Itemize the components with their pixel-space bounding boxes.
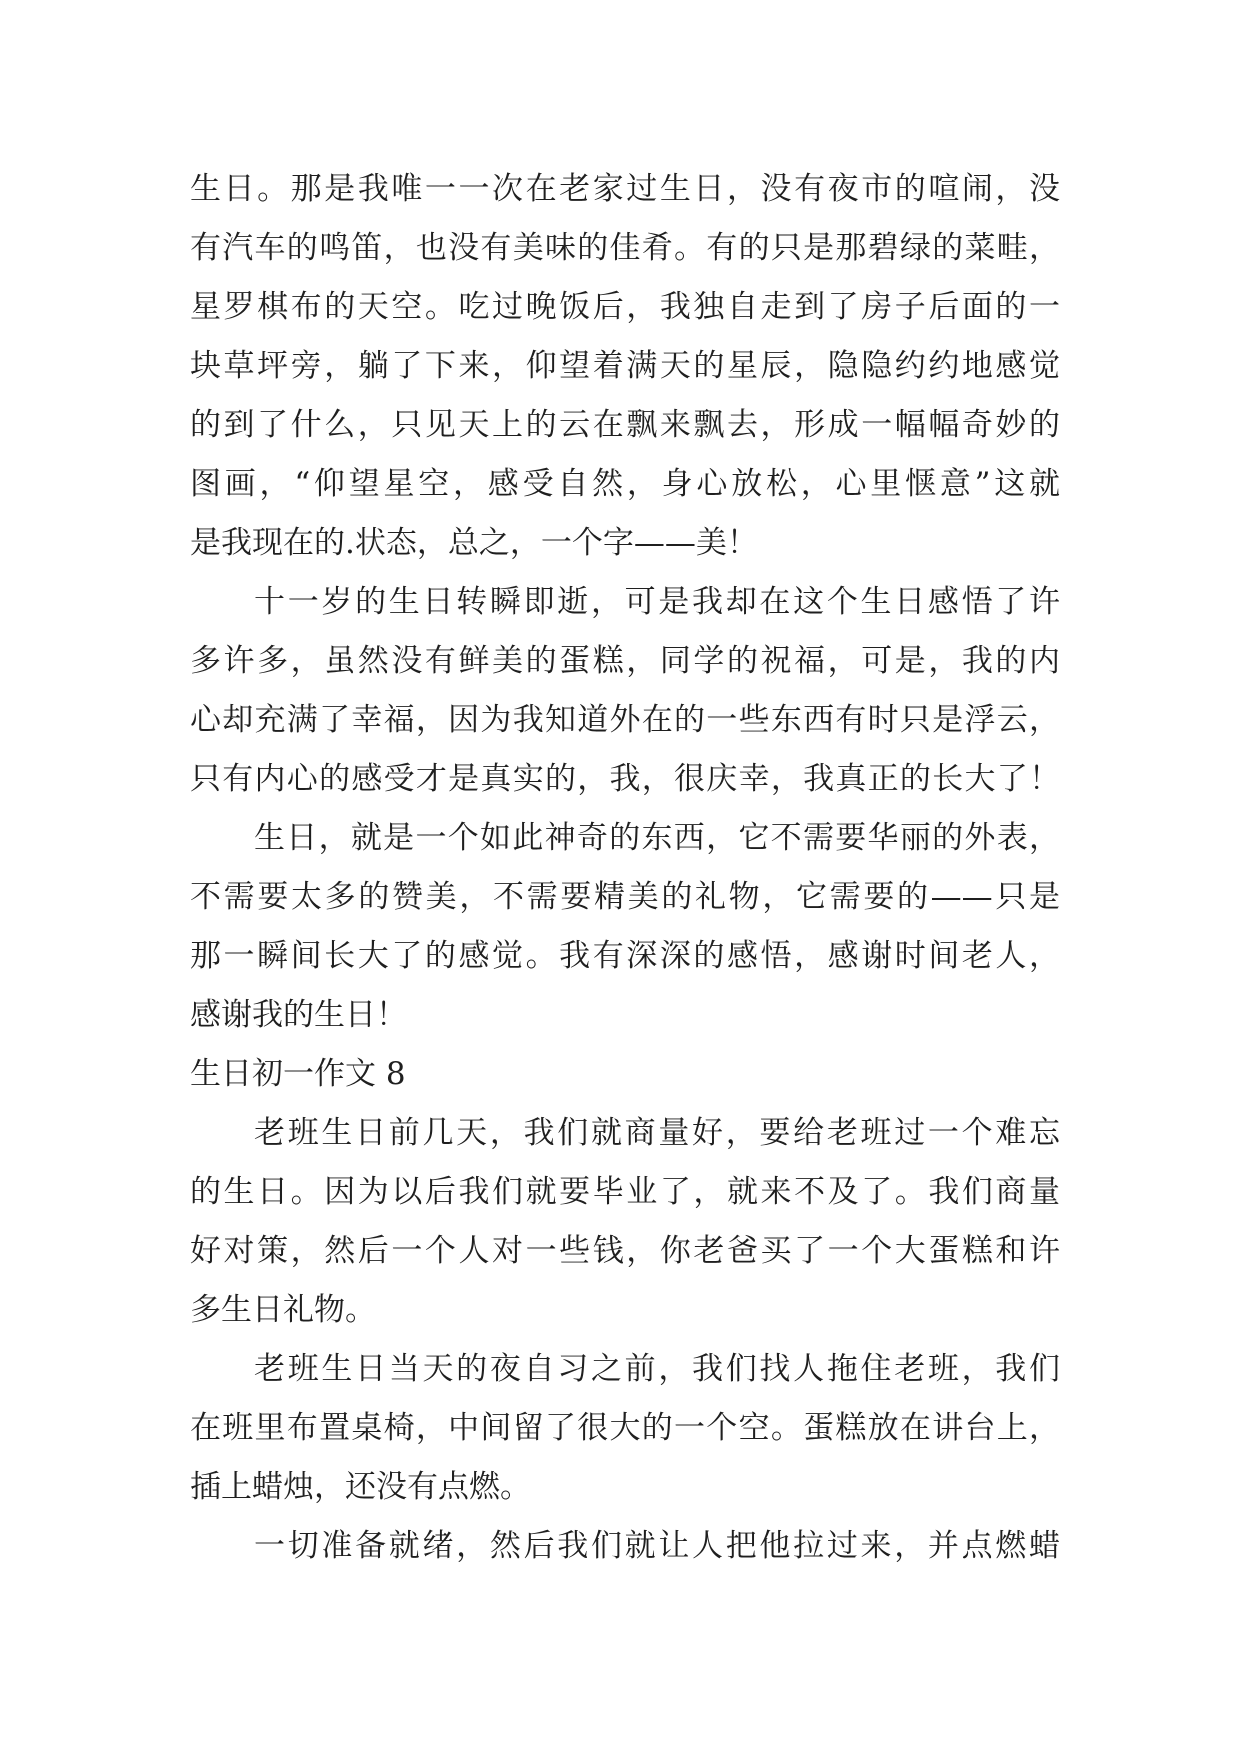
section-heading: 生日初一作文 8 (190, 1056, 406, 1092)
paragraph-1-line-3: 星罗棋布的天空。吃过晚饭后，我独自走到了房子后面的一 (190, 289, 1060, 325)
paragraph-6-line-1: 一切准备就绪，然后我们就让人把他拉过来，并点燃蜡 (254, 1528, 1060, 1564)
paragraph-2-line-4: 只有内心的感受才是真实的，我，很庆幸，我真正的长大了！ (190, 761, 1060, 797)
paragraph-3-line-3: 那一瞬间长大了的感觉。我有深深的感悟，感谢时间老人， (190, 938, 1060, 974)
paragraph-2-line-3: 心却充满了幸福，因为我知道外在的一些东西有时只是浮云， (190, 702, 1060, 738)
paragraph-4-line-2: 的生日。因为以后我们就要毕业了，就来不及了。我们商量 (190, 1174, 1060, 1210)
paragraph-1-line-7: 是我现在的.状态，总之，一个字——美！ (190, 525, 758, 561)
document-body (190, 160, 1060, 1576)
paragraph-5-line-1: 老班生日当天的夜自习之前，我们找人拖住老班，我们 (254, 1351, 1060, 1387)
paragraph-3-line-4: 感谢我的生日！ (190, 997, 407, 1033)
paragraph-4-line-1: 老班生日前几天，我们就商量好，要给老班过一个难忘 (254, 1115, 1060, 1151)
paragraph-1-line-1: 生日。那是我唯一一次在老家过生日，没有夜市的喧闹，没 (190, 171, 1060, 207)
paragraph-4-line-3: 好对策，然后一个人对一些钱，你老爸买了一个大蛋糕和许 (190, 1233, 1060, 1269)
paragraph-5-line-2: 在班里布置桌椅，中间留了很大的一个空。蛋糕放在讲台上， (190, 1410, 1060, 1446)
paragraph-5-line-3: 插上蜡烛，还没有点燃。 (190, 1469, 531, 1505)
paragraph-1-line-6: 图画，“仰望星空，感受自然，身心放松，心里惬意”这就 (190, 466, 1060, 502)
paragraph-3-line-2: 不需要太多的赞美，不需要精美的礼物，它需要的——只是 (190, 879, 1060, 915)
paragraph-1-line-4: 块草坪旁，躺了下来，仰望着满天的星辰，隐隐约约地感觉 (190, 348, 1060, 384)
paragraph-4-line-4: 多生日礼物。 (190, 1292, 376, 1328)
paragraph-1-line-5: 的到了什么，只见天上的云在飘来飘去，形成一幅幅奇妙的 (190, 407, 1060, 443)
paragraph-2-line-1: 十一岁的生日转瞬即逝，可是我却在这个生日感悟了许 (254, 584, 1060, 620)
paragraph-2-line-2: 多许多，虽然没有鲜美的蛋糕，同学的祝福，可是，我的内 (190, 643, 1060, 679)
paragraph-1-line-2: 有汽车的鸣笛，也没有美味的佳肴。有的只是那碧绿的菜畦， (190, 230, 1060, 266)
paragraph-3-line-1: 生日，就是一个如此神奇的东西，它不需要华丽的外表， (254, 820, 1060, 856)
